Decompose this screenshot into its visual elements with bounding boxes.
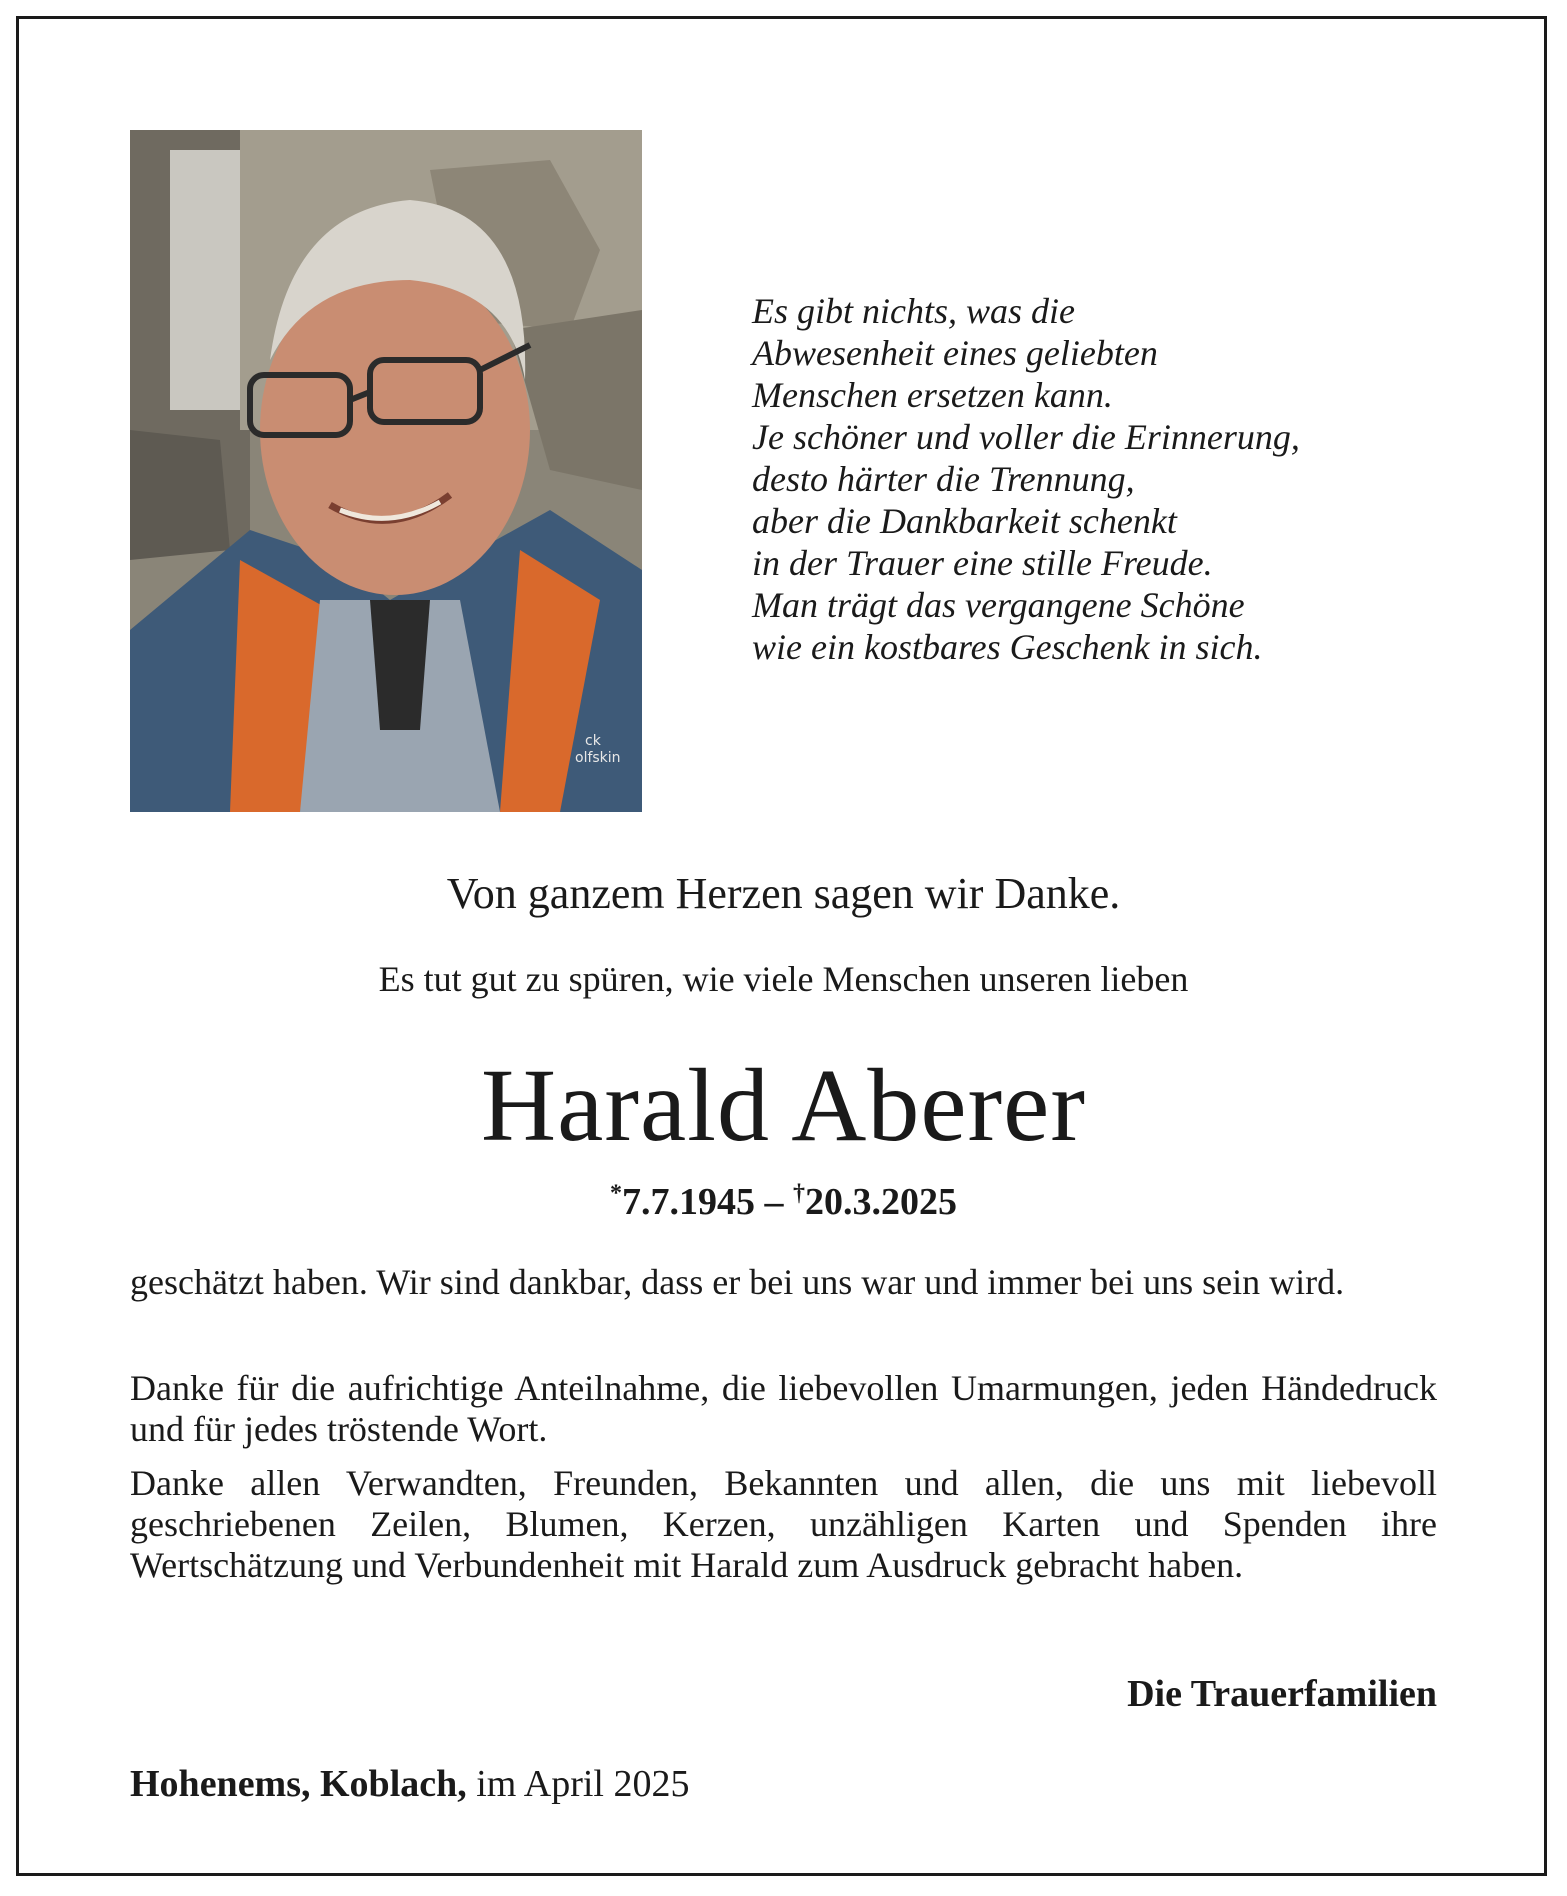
jacket-logo-text: ck <box>585 733 601 749</box>
birth-date: 7.7.1945 <box>622 1181 755 1223</box>
intro-text: Es tut gut zu spüren, wie viele Menschen unseren lieben <box>378 959 1189 999</box>
poem-line: desto härter die Trennung, <box>752 459 1135 499</box>
died-symbol: † <box>793 1180 805 1207</box>
poem-line: aber die Dankbarkeit schenkt <box>752 501 1177 541</box>
portrait-photo <box>130 130 642 812</box>
paragraph: Danke allen Verwandten, Freunden, Bekannten und allen, die uns mit liebevoll geschriebenen Zeilen, Blumen, Kerzen, unzähligen Karten und Spenden ihre Wertschätzung und Verbundenheit mit Harald zum Ausdruck gebracht haben. <box>130 1463 1437 1585</box>
poem-line: Abwesenheit eines geliebten <box>752 333 1158 373</box>
poem-line: Je schöner und voller die Erinnerung, <box>752 417 1300 457</box>
headline: Von ganzem Herzen sagen wir Danke. <box>446 869 1121 918</box>
signature: Die Trauerfamilien <box>1127 1673 1437 1715</box>
death-date: 20.3.2025 <box>805 1181 957 1223</box>
poem-line: Menschen ersetzen kann. <box>752 375 1113 415</box>
poem-line: Man trägt das vergangene Schöne <box>752 585 1245 625</box>
place-date-text: im April 2025 <box>476 1763 690 1805</box>
poem-line: in der Trauer eine stille Freude. <box>752 543 1213 583</box>
poem-line: Es gibt nichts, was die <box>752 291 1075 331</box>
poem <box>752 290 1452 668</box>
paragraph: Danke für die aufrichtige Anteilnahme, die liebevollen Umarmungen, jeden Händedruck und für jedes tröstende Wort. <box>130 1368 1437 1449</box>
paragraph: geschätzt haben. Wir sind dankbar, dass er bei uns war und immer bei uns sein wird. <box>130 1262 1345 1302</box>
date-separator: – <box>764 1181 784 1223</box>
place-location: Hohenems, Koblach, <box>130 1763 467 1805</box>
life-dates <box>16 1180 1551 1224</box>
born-symbol: * <box>610 1180 622 1207</box>
place-date <box>130 1762 689 1806</box>
svg-text:olfskin: olfskin <box>575 750 621 766</box>
portrait-image <box>130 130 642 812</box>
poem-line: wie ein kostbares Geschenk in sich. <box>752 627 1263 667</box>
deceased-name: Harald Aberer <box>481 1048 1086 1163</box>
